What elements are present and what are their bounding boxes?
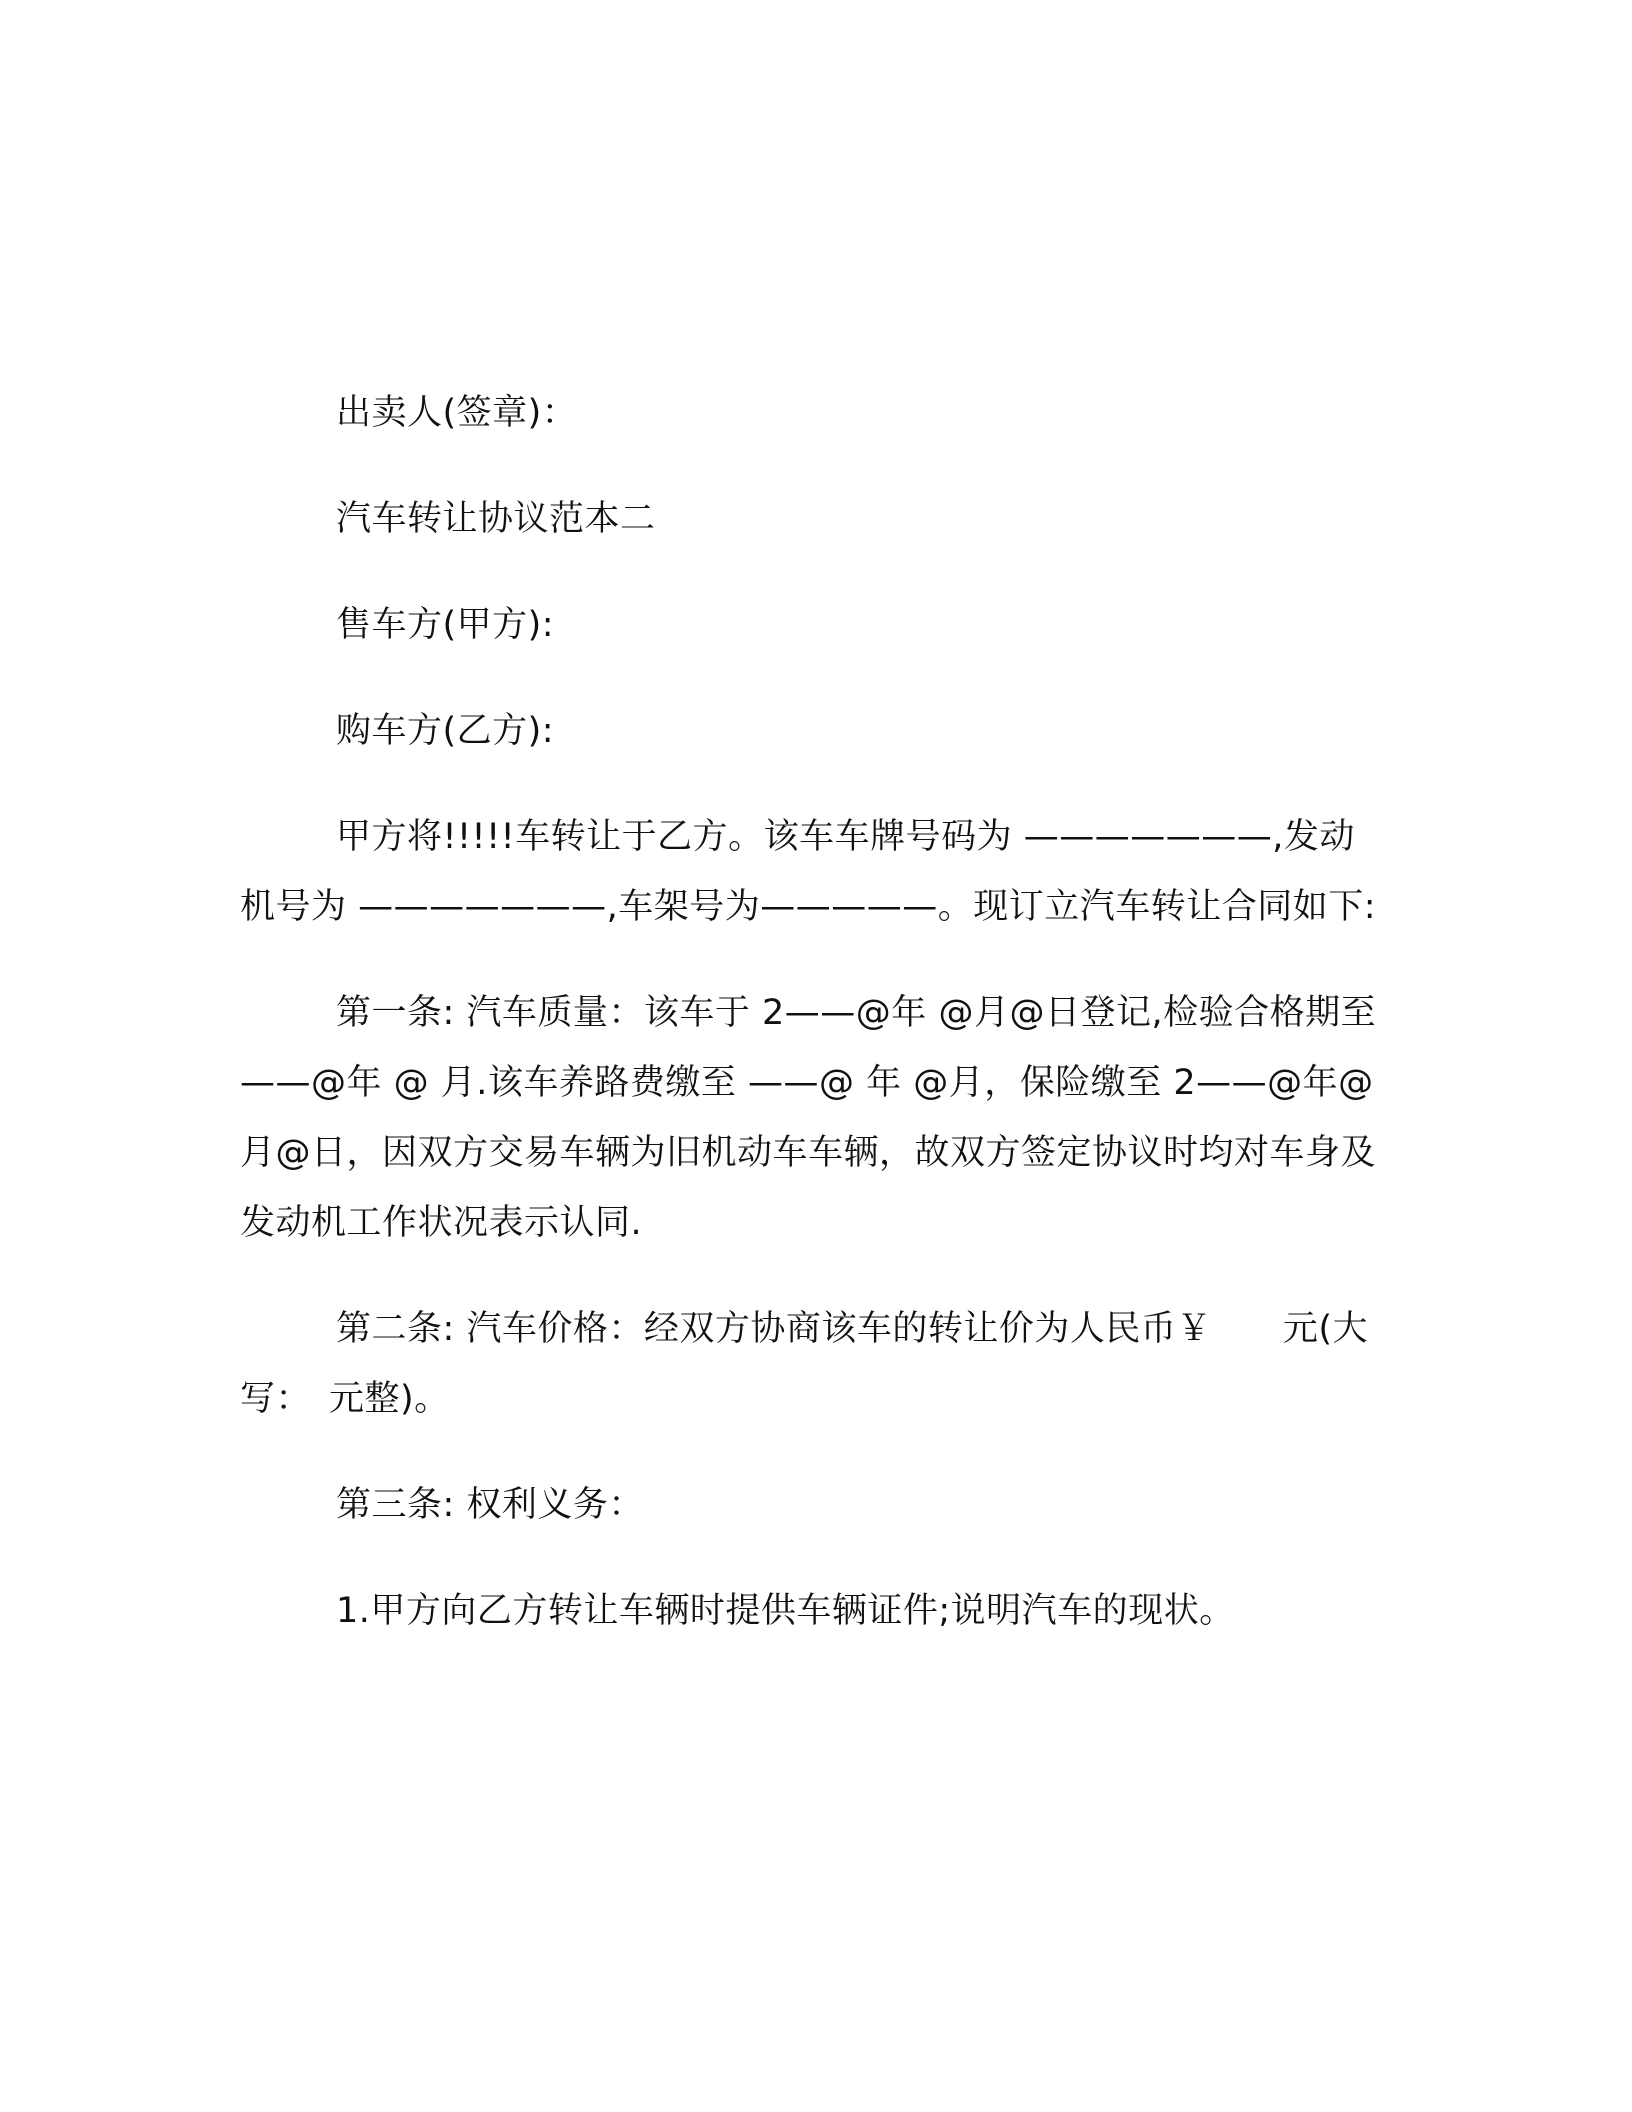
- article-one-paragraph: 第一条: 汽车质量：该车于 2——@年 @月@日登记,检验合格期至 ——@年 @ 月.该车养路费缴至 ——@ 年 @月，保险缴至 2——@年@月@日，因双方交易车辆为旧机动车车辆，故双方签定协议时均对车身及发动机工作状况表示认同.: [240, 993, 1377, 1243]
- article-two-paragraph: 第二条: 汽车价格：经双方协商该车的转让价为人民币￥ 元(大写： 元整)。: [240, 1309, 1369, 1419]
- transfer-statement-paragraph: 甲方将!!!!!车转让于乙方。该车车牌号码为 ———————,发动机号为 ———————,车架号为—————。现订立汽车转让合同如下:: [240, 817, 1377, 927]
- article-three-heading: 第三条: 权利义务：: [336, 1485, 644, 1525]
- seller-signature-line: 出卖人(签章)：: [336, 393, 578, 433]
- seller-party-line: 售车方(甲方):: [336, 605, 555, 645]
- document-body: [240, 378, 1390, 1682]
- buyer-party-line: 购车方(乙方):: [336, 711, 555, 751]
- article-three-item-one: 1.甲方向乙方转让车辆时提供车辆证件;说明汽车的现状。: [336, 1591, 1235, 1631]
- agreement-title: 汽车转让协议范本二: [336, 499, 656, 539]
